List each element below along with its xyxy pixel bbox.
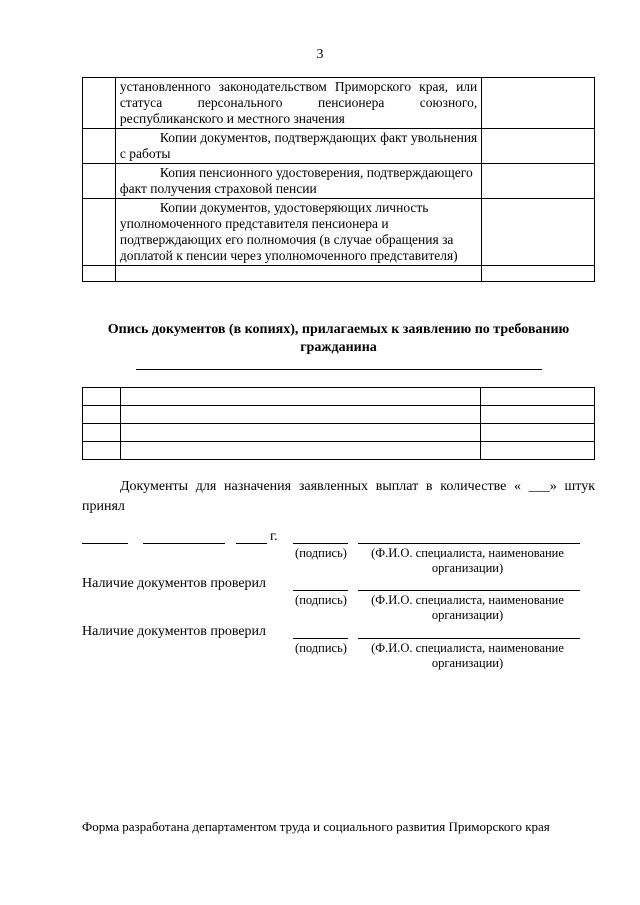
signature-caption: (подпись): [295, 546, 347, 560]
table-cell-text: [115, 266, 481, 282]
name-line: [358, 590, 580, 591]
acceptance-line-1: Документы для назначения заявленных выплат в количестве « ___» штук: [120, 479, 595, 494]
acceptance-line-2: принял: [82, 499, 125, 514]
inventory-table: [82, 387, 595, 460]
table-row: [83, 424, 595, 442]
table-row: [83, 78, 595, 129]
table-row: [83, 442, 595, 460]
name-caption: (Ф.И.О. специалиста, наименование организации): [371, 546, 564, 575]
table-row: [83, 406, 595, 424]
signature-line: [293, 543, 348, 544]
year-suffix: г.: [270, 529, 278, 544]
inventory-heading: Опись документов (в копиях), прилагаемых к заявлению по требованию гражданина: [107, 322, 570, 355]
table-cell-text: установленного законодательством Приморского края, или статуса персонального пенсионера союзного, республиканского и местного значения: [115, 78, 481, 129]
heading-underline: [136, 369, 542, 370]
table-row: [83, 199, 595, 266]
name-caption: (Ф.И.О. специалиста, наименование организации): [371, 593, 564, 622]
signature-line: [293, 590, 348, 591]
table-row: [83, 266, 595, 282]
date-month-line: [143, 543, 225, 544]
name-line: [358, 543, 580, 544]
table-row: [83, 388, 595, 406]
signature-line: [293, 638, 348, 639]
signature-caption: (подпись): [295, 593, 347, 607]
table-cell-text: Копии документов, подтверждающих факт увольнения с работы: [115, 129, 481, 164]
signature-caption: (подпись): [295, 641, 347, 655]
table-row: [83, 164, 595, 199]
table-row: [83, 129, 595, 164]
table-cell-text: Копии документов, удостоверяющих личность уполномоченного представителя пенсионера и подтверждающих его полномочия (в случае обращения за доплатой к пенсии через уполномоченного представителя): [115, 199, 481, 266]
footer-note: Форма разработана департаментом труда и социального развития Приморского края: [82, 819, 550, 834]
page-number: 3: [316, 47, 324, 62]
documents-table: [82, 77, 595, 282]
checked-label: Наличие документов проверил: [82, 624, 267, 639]
name-line: [358, 638, 580, 639]
date-day-line: [82, 543, 128, 544]
table-cell-text: Копия пенсионного удостоверения, подтверждающего факт получения страховой пенсии: [115, 164, 481, 199]
name-caption: (Ф.И.О. специалиста, наименование организации): [371, 641, 564, 670]
checked-label: Наличие документов проверил: [82, 576, 267, 591]
date-year-line: [236, 543, 267, 544]
acceptance-sentence: [82, 477, 595, 517]
